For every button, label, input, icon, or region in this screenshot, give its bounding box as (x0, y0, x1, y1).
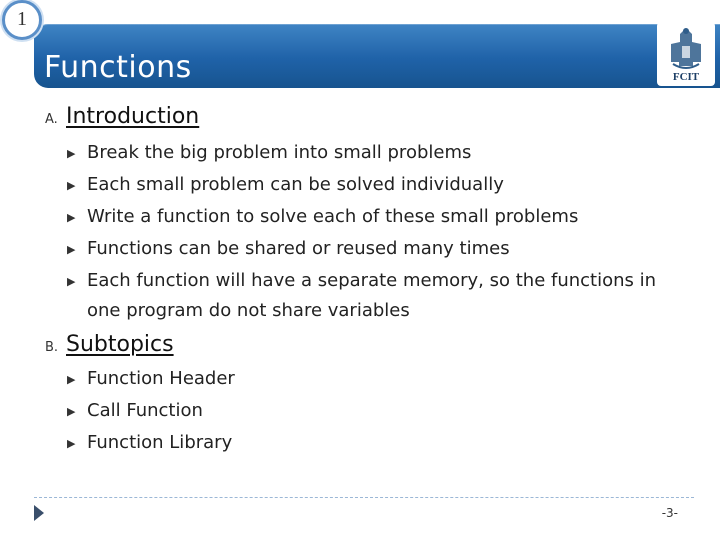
section-a-heading: Introduction (66, 104, 200, 129)
footer-divider (34, 497, 694, 498)
slide-title: Functions (44, 50, 192, 85)
triangle-right-icon: ▶ (67, 147, 76, 160)
triangle-right-icon: ▶ (67, 437, 76, 450)
triangle-right-icon: ▶ (67, 275, 76, 288)
footer-arrow-icon (34, 505, 44, 521)
triangle-right-icon: ▶ (67, 373, 76, 386)
list-item (67, 138, 687, 169)
list-item (67, 170, 687, 201)
fcit-crest-icon (657, 22, 715, 86)
list-item (67, 364, 687, 395)
triangle-right-icon: ▶ (67, 405, 76, 418)
section-a-letter: A. (45, 112, 58, 127)
list-item (67, 428, 687, 459)
list-item (67, 266, 687, 326)
bullet-text: Each small problem can be solved individually (87, 174, 504, 195)
bullet-text: Call Function (87, 400, 203, 421)
triangle-right-icon: ▶ (67, 179, 76, 192)
bullet-text: Function Header (87, 368, 235, 389)
bullet-text: Break the big problem into small problems (87, 142, 472, 163)
section-b-letter: B. (45, 340, 59, 355)
logo-text: FCIT (672, 71, 700, 83)
triangle-right-icon: ▶ (67, 211, 76, 224)
section-b-heading: Subtopics (66, 332, 174, 357)
list-item (67, 234, 687, 265)
slide-number-badge: 1 (2, 0, 42, 40)
bullet-text: Functions can be shared or reused many times (87, 238, 510, 259)
triangle-right-icon: ▶ (67, 243, 76, 256)
page-number: -3- (661, 506, 678, 520)
bullet-text: Function Library (87, 432, 233, 453)
bullet-text: Each function will have a separate memory, so the functions in one program do not share variables (87, 270, 657, 321)
list-item (67, 202, 687, 233)
list-item (67, 396, 687, 427)
bullet-text: Write a function to solve each of these small problems (87, 206, 579, 227)
